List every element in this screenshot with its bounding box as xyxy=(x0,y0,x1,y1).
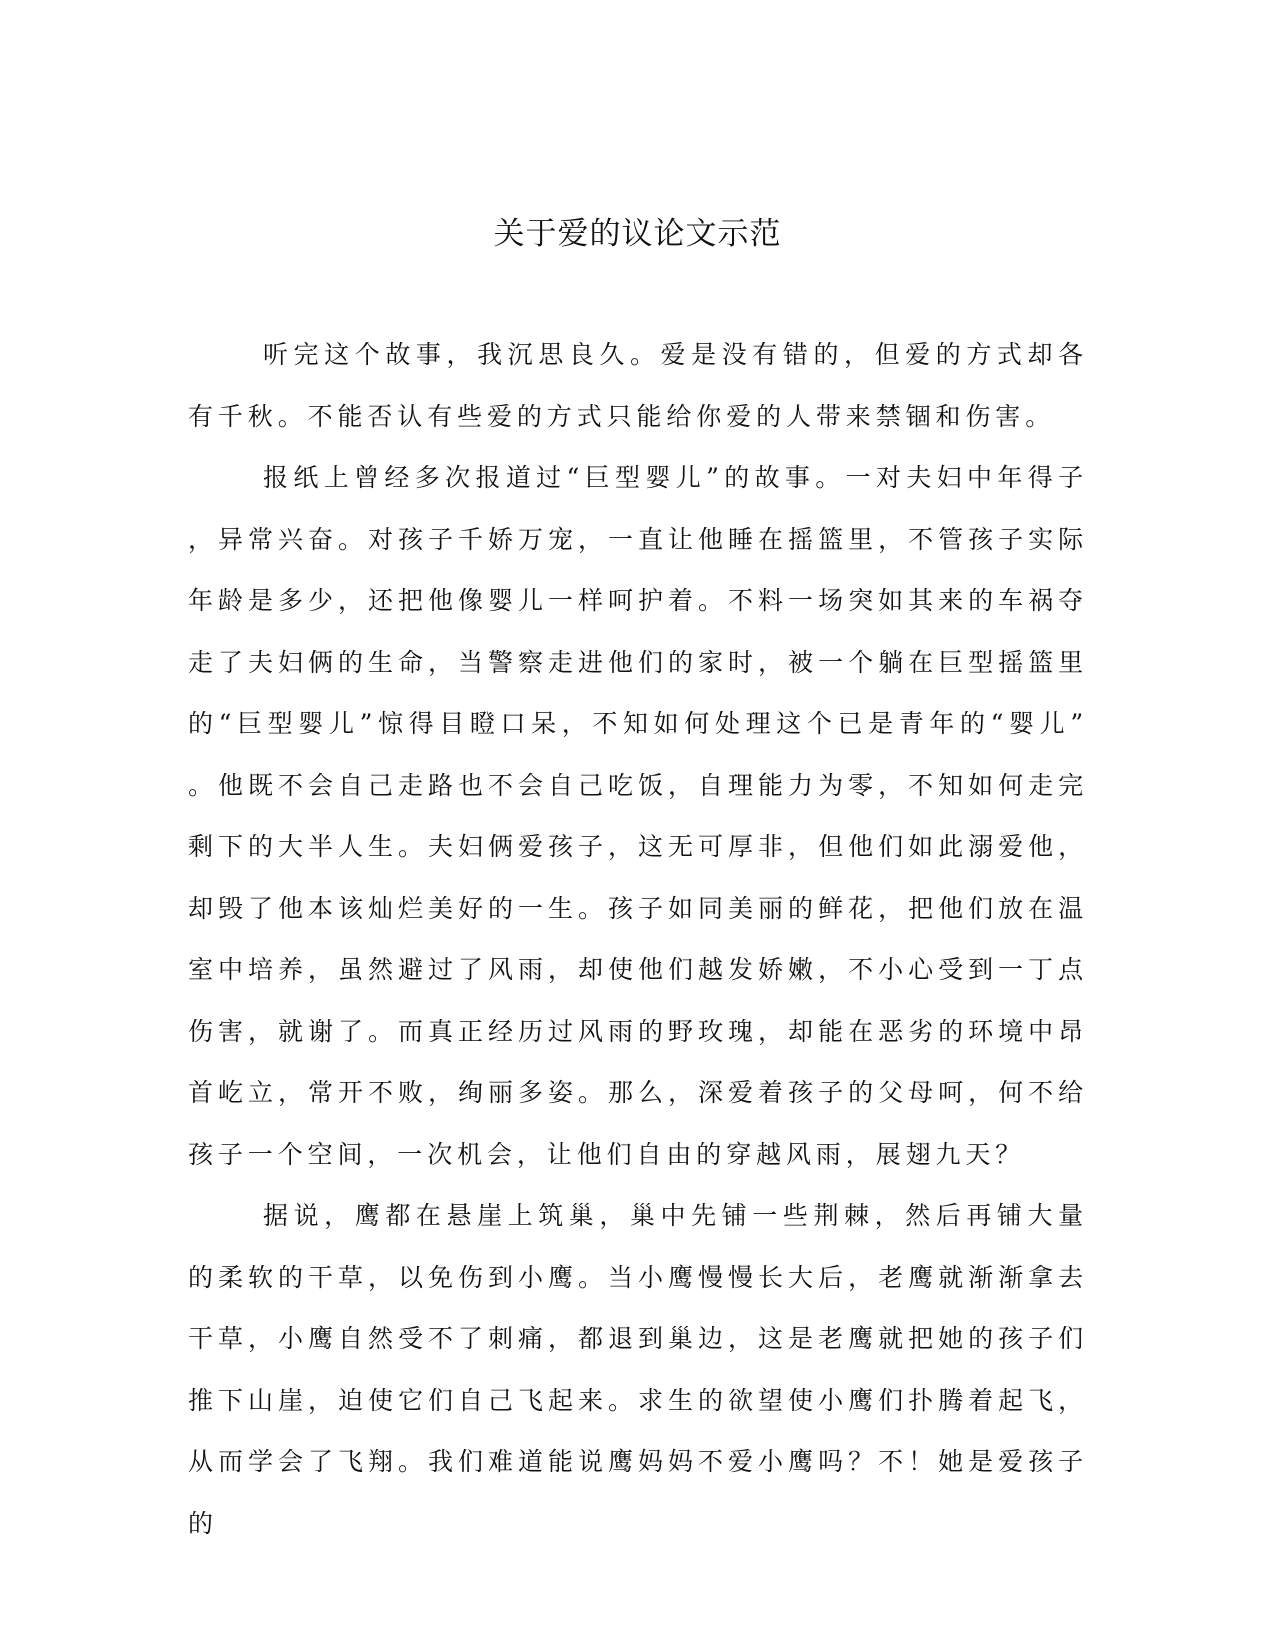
paragraph-3: 据说，鹰都在悬崖上筑巢，巢中先铺一些荆棘，然后再铺大量的柔软的干草，以免伤到小鹰。当小鹰慢慢长大后，老鹰就渐渐拿去干草，小鹰自然受不了刺痛，都退到巢边，这是老鹰就把她的孩子们推下山崖，迫使它们自己飞起来。求生的欲望使小鹰们扑腾着起飞，从而学会了飞翔。我们难道能说鹰妈妈不爱小鹰吗？不！她是爱孩子的 xyxy=(188,1201,1088,1538)
document-title: 关于爱的议论文示范 xyxy=(493,216,782,252)
document-body xyxy=(188,324,1088,1554)
paragraph-2: 报纸上曾经多次报道过“巨型婴儿”的故事。一对夫妇中年得子，异常兴奋。对孩子千娇万宠，一直让他睡在摇篮里，不管孩子实际年龄是多少，还把他像婴儿一样呵护着。不料一场突如其来的车祸夺走了夫妇俩的生命，当警察走进他们的家时，被一个躺在巨型摇篮里的“巨型婴儿”惊得目瞪口呆，不知如何处理这个已是青年的“婴儿”。他既不会自己走路也不会自己吃饭，自理能力为零，不知如何走完剩下的大半人生。夫妇俩爱孩子，这无可厚非，但他们如此溺爱他，却毁了他本该灿烂美好的一生。孩子如同美丽的鲜花，把他们放在温室中培养，虽然避过了风雨，却使他们越发娇嫩，不小心受到一丁点伤害，就谢了。而真正经历过风雨的野玫瑰，却能在恶劣的环境中昂首屹立，常开不败，绚丽多姿。那么，深爱着孩子的父母呵，何不给孩子一个空间，一次机会，让他们自由的穿越风雨，展翅九天？ xyxy=(188,463,1088,1169)
paragraph-1: 听完这个故事，我沉思良久。爱是没有错的，但爱的方式却各有千秋。不能否认有些爱的方式只能给你爱的人带来禁锢和伤害。 xyxy=(188,340,1088,431)
